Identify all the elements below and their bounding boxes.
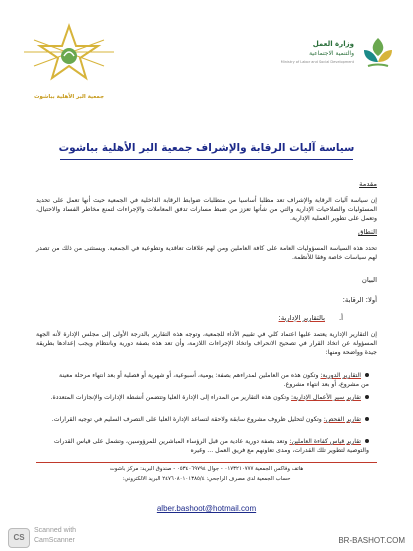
bullet-label: التقارير الدورية: xyxy=(320,372,361,379)
bullet-dot xyxy=(365,417,369,421)
reports-heading: بالتقارير الإدارية: xyxy=(278,314,325,322)
ministry-name-line1: وزارة العمل xyxy=(312,40,354,48)
document-title: سياسة آليات الرقابة والإشراف جمعية البر الأهلية بباشوت xyxy=(58,142,355,154)
ministry-name-line3: Ministry of Labor and Social Development xyxy=(280,60,354,64)
bullet-label: تقارير الفحص: xyxy=(323,416,361,423)
bullet-label: تقارير قياس كفاءة العاملين: xyxy=(289,438,361,445)
bullet-text: وتكون هذه التقارير من المدراء إلى الإدارة العليا وتتضمن أنشطة الإدارات والإنجازات المتعددة. xyxy=(50,394,290,401)
footer-contact-line2: حساب الجمعية لدى مصرف الراجحي: ٢٤٧٦٠٨٠١٠١٣٨٥/٤ البريد الالكتروني: xyxy=(122,476,291,482)
scope-text: تحدد هذه السياسة المسؤوليات العامة على كافة العاملين ومن لهم علاقات تعاقدية وتطوعية في الجمعية. ويستثنى من ذلك من تصدر لهم سياسات خاصة وفقا للأنظمة. xyxy=(36,245,377,261)
oversight-heading: أولا: الرقابة: xyxy=(342,296,377,304)
bullet-dot xyxy=(365,439,369,443)
bullet-text: وتكون هذه من العاملين لمدراءهم بصفة: يومية، أسبوعية، أو شهرية أو فصلية أو بعد انتهاء مرحلة معينة من مشروع، أو بعد انتهاء مشروع. xyxy=(59,372,369,388)
association-logo xyxy=(14,22,124,108)
ministry-logo xyxy=(280,36,398,86)
title-underline xyxy=(60,159,353,160)
scope-heading: النطاق xyxy=(358,228,377,236)
reports-text: إن التقارير الإدارية يعتمد عليها اعتماد كلي في تقييم الأداء للجمعية، وتوجه هذه التقارير بالدرجة الأولى إلى مجلس الإدارة لأنه الجهة المسؤولة عن اتخاذ القرار في تصحيح الانحراف واتخاذ الإجراءات اللازمة، وأن تعد هذه بصفة دورية وبانتظام ويجب إعدادها بطريقة جيدة وواضحة ومنها: xyxy=(36,331,377,356)
camscanner-label: Scanned with xyxy=(34,527,77,534)
camscanner-icon-text: CS xyxy=(13,533,25,542)
statement-heading: البيان xyxy=(361,276,377,284)
report-bullet-2 xyxy=(50,394,369,403)
camscanner-name: CamScanner xyxy=(34,537,75,544)
email-link[interactable]: alber.bashoot@hotmail.com xyxy=(156,504,257,513)
site-watermark: BR-BASHOT.COM xyxy=(338,536,405,545)
reports-number: أ. xyxy=(338,314,343,322)
camscanner-icon xyxy=(8,528,30,548)
bullet-text: وتكون لتحليل ظروف مشروع سابقة ولاحقة لتساعد الإدارة العليا على التصرف السليم في توجيه القرارات. xyxy=(51,416,322,423)
footer-rule xyxy=(36,462,377,463)
report-bullet-1 xyxy=(50,372,369,389)
footer-contact-line1: هاتف وفاكس الجمعية ٠١٧٣٢١٠٧٧٧ - جوال ٠٥٣٤٠٦٩٧٩٤ - صندوق البريد: مركز باشوت xyxy=(109,466,304,472)
bullet-text: وتعد بصفة دورية عادية من قبل الرؤساء المباشرين للمرؤوسين، وتشمل على قياس القدرات والتوصية لتطوير تلك القدرات، ومدى تعاونهم مع فريق العمل ... وغيره xyxy=(53,438,369,454)
intro-text: إن سياسة آليات الرقابة والإشراف تعد مطلبا أساسيا من متطلبات ضوابط الرقابة الداخلية في الجمعية حيث أنها تعمل على تحديد المسئوليات والصلاحيات الإدارية والتي من شأنها تعزز من ضبط مسارات تدفق المعاملات والإجراءات لتمنع مخاطر الفساد والاحتيال، وتعمل على تطوير العملية الإدارية. xyxy=(36,197,377,222)
bullet-label: تقارير سير الأعمال الإدارية: xyxy=(291,394,361,401)
intro-heading: مقدمة xyxy=(359,180,377,188)
bullet-dot xyxy=(365,395,369,399)
bullet-dot xyxy=(365,373,369,377)
report-bullet-4 xyxy=(50,438,369,455)
report-bullet-3 xyxy=(50,416,369,425)
association-logo-label: جمعية البر الأهلية بباشوت xyxy=(33,94,105,100)
association-emblem-icon xyxy=(14,22,124,92)
ministry-emblem-icon xyxy=(358,36,398,74)
camscanner-watermark xyxy=(8,526,128,548)
ministry-name-line2: والتنمية الاجتماعية xyxy=(309,50,354,57)
email-link-wrapper xyxy=(0,496,413,515)
